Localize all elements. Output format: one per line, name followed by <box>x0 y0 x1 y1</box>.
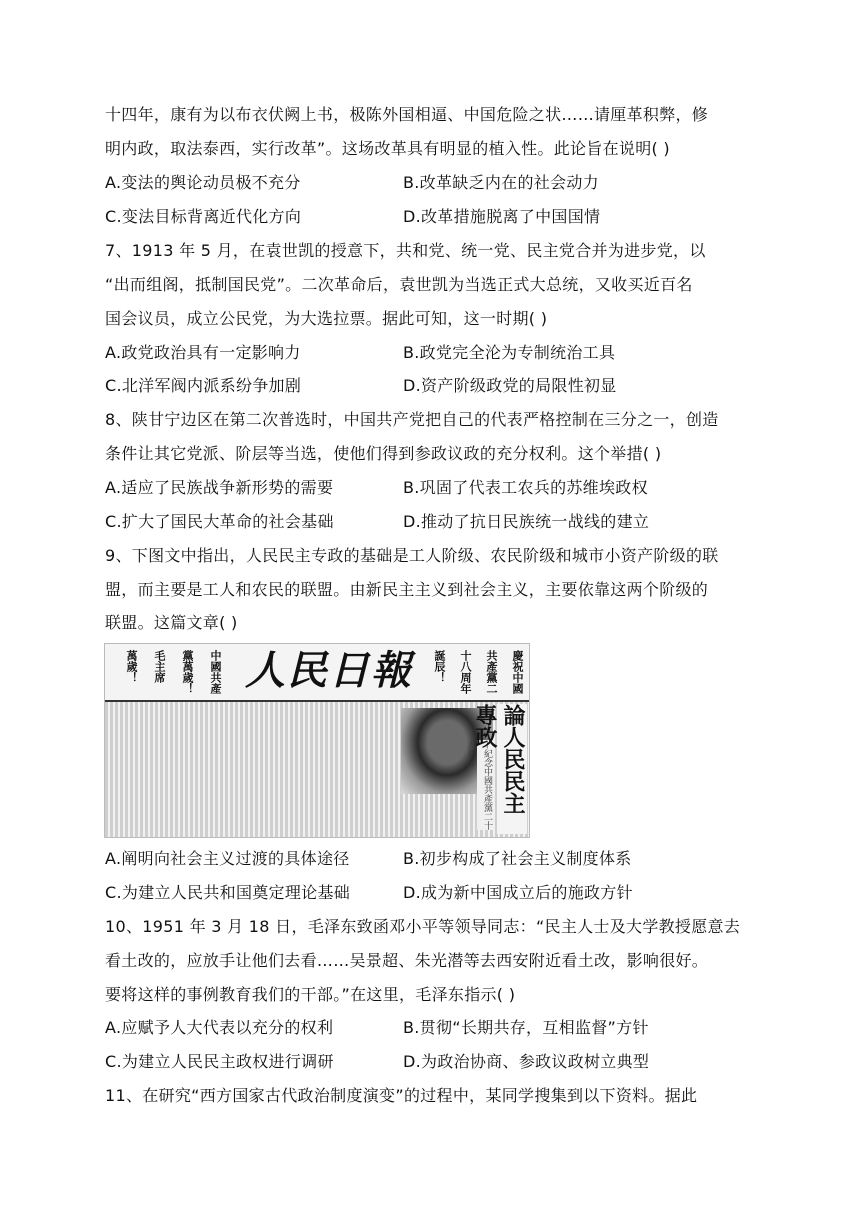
newspaper-slogan: 共產黨二 <box>485 650 498 694</box>
newspaper-slogan: 黨萬歲！ <box>181 650 194 694</box>
q7-option-c[interactable]: C.北洋军阀内派系纷争加剧 <box>105 376 302 395</box>
newspaper-masthead-area <box>105 644 529 702</box>
q8-text-line-1: 8、陕甘宁边区在第二次普选时，中国共产党把自己的代表严格控制在三分之一，创造 <box>105 410 719 429</box>
q7-option-a[interactable]: A.政党政治具有一定影响力 <box>105 343 301 362</box>
q8-text-line-2: 条件让其它党派、阶层等当选，使他们得到参政议政的充分权利。这个举措( ) <box>105 444 662 463</box>
q6-option-d[interactable]: D.改革措施脱离了中国国情 <box>403 207 601 226</box>
newspaper-image <box>104 643 530 838</box>
newspaper-slogan: 誕辰！ <box>433 650 446 683</box>
q10-text-line-2: 看土改的，应放手让他们去看……吴景超、朱光潜等去西安附近看土改，影响很好。 <box>105 951 709 970</box>
q9-option-d[interactable]: D.成为新中国成立后的施政方针 <box>403 883 633 902</box>
newspaper-slogan: 十八周年 <box>459 650 472 694</box>
q7-option-d[interactable]: D.资产阶级政党的局限性初显 <box>403 376 617 395</box>
q9-text-line-1: 9、下图文中指出，人民民主专政的基础是工人阶级、农民阶级和城市小资产阶级的联 <box>105 546 719 565</box>
q10-option-a[interactable]: A.应赋予人大代表以充分的权利 <box>105 1018 334 1037</box>
q10-option-b[interactable]: B.贯彻“长期共存，互相监督”方针 <box>403 1018 649 1037</box>
q7-text-line-3: 国会议员，成立公民党，为大选拉票。据此可知，这一时期( ) <box>105 309 548 328</box>
q9-text-line-3: 联盟。这篇文章( ) <box>105 613 238 632</box>
q9-option-c[interactable]: C.为建立人民共和国奠定理论基础 <box>105 883 351 902</box>
q7-option-b[interactable]: B.政党完全沦为专制统治工具 <box>403 343 616 362</box>
q8-option-b[interactable]: B.巩固了代表工农兵的苏维埃政权 <box>403 478 648 497</box>
newspaper-slogan: 中國共產 <box>209 650 222 694</box>
q10-text-line-3: 要将这样的事例教育我们的干部。”在这里，毛泽东指示( ) <box>105 985 516 1004</box>
q8-option-c[interactable]: C.扩大了国民大革命的社会基础 <box>105 512 334 531</box>
q9-option-b[interactable]: B.初步构成了社会主义制度体系 <box>403 849 632 868</box>
q6-text-line-2: 明内政，取法泰西，实行改革”。这场改革具有明显的植入性。此论旨在说明( ) <box>105 139 670 158</box>
q8-option-d[interactable]: D.推动了抗日民族统一战线的建立 <box>403 512 650 531</box>
q6-option-c[interactable]: C.变法目标背离近代化方向 <box>105 207 302 226</box>
q6-option-a[interactable]: A.变法的舆论动员极不充分 <box>105 173 301 192</box>
q10-text-line-1: 10、1951 年 3 月 18 日，毛泽东致函邓小平等领导同志：“民主人士及大学教授愿意去 <box>105 917 741 936</box>
q10-option-c[interactable]: C.为建立人民民主政权进行调研 <box>105 1052 334 1071</box>
q7-text-line-2: “出而组阁，抵制国民党”。二次革命后，袁世凯为当选正式大总统，又收买近百名 <box>105 275 693 294</box>
q8-option-a[interactable]: A.适应了民族战争新形势的需要 <box>105 478 334 497</box>
newspaper-subheadline: —紀念中國共產黨二十八周年 <box>477 740 495 830</box>
q6-text-line-1: 十四年，康有为以布衣伏阙上书，极陈外国相逼、中国危险之状……请厘革积弊，修 <box>105 105 709 124</box>
q11-text-line-1: 11、在研究“西方国家古代政治制度演变”的过程中，某同学搜集到以下资料。据此 <box>105 1086 698 1105</box>
newspaper-slogan: 萬歲！ <box>125 650 138 683</box>
newspaper-slogan: 慶祝中國 <box>511 650 524 694</box>
q9-option-a[interactable]: A.阐明向社会主义过渡的具体途径 <box>105 849 350 868</box>
newspaper-masthead: 人民日報 <box>245 647 413 694</box>
newspaper-slogan: 毛主席 <box>153 650 166 683</box>
q9-text-line-2: 盟，而主要是工人和农民的联盟。由新民主主义到社会主义，主要依靠这两个阶级的 <box>105 580 709 599</box>
q7-text-line-1: 7、1913 年 5 月，在袁世凯的授意下，共和党、统一党、民主党合并为进步党，以 <box>105 241 706 260</box>
newspaper-headline: 論人民民主專政 <box>497 704 527 834</box>
q10-option-d[interactable]: D.为政治协商、参政议政树立典型 <box>403 1052 650 1071</box>
q6-option-b[interactable]: B.改革缺乏内在的社会动力 <box>403 173 599 192</box>
